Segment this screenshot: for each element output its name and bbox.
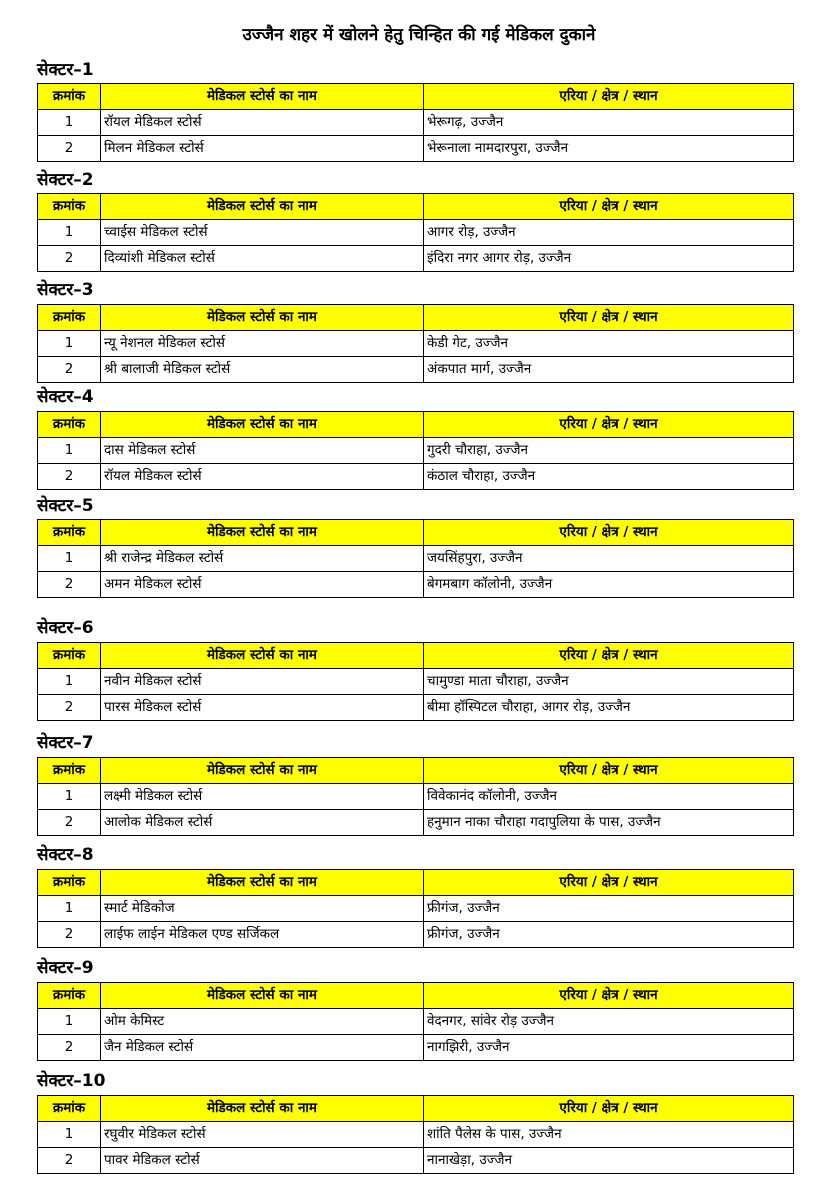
- store-name-cell: न्यू नेशनल मेडिकल स्टोर्स: [101, 331, 424, 357]
- serial-cell: 2: [38, 464, 101, 490]
- area-header: एरिया / क्षेत्र / स्थान: [424, 84, 794, 110]
- table-row: [38, 464, 794, 490]
- area-header: एरिया / क्षेत्र / स्थान: [424, 758, 794, 784]
- store-name-cell: लक्ष्मी मेडिकल स्टोर्स: [101, 784, 424, 810]
- store-name-cell: जैन मेडिकल स्टोर्स: [101, 1035, 424, 1061]
- serial-cell: 1: [38, 220, 101, 246]
- name-header: मेडिकल स्टोर्स का नाम: [101, 305, 424, 331]
- serial-header: क्रमांक: [38, 194, 101, 220]
- area-cell: गुदरी चौराहा, उज्जैन: [424, 438, 794, 464]
- serial-cell: 1: [38, 331, 101, 357]
- serial-cell: 2: [38, 357, 101, 383]
- serial-cell: 1: [38, 669, 101, 695]
- store-name-cell: नवीन मेडिकल स्टोर्स: [101, 669, 424, 695]
- store-name-cell: मिलन मेडिकल स्टोर्स: [101, 136, 424, 162]
- store-name-cell: च्वाईस मेडिकल स्टोर्स: [101, 220, 424, 246]
- area-cell: चामुण्डा माता चौराहा, उज्जैन: [424, 669, 794, 695]
- sector-table: [37, 757, 794, 836]
- sector-table: [37, 193, 794, 272]
- area-header: एरिया / क्षेत्र / स्थान: [424, 983, 794, 1009]
- sector-heading: सेक्टर–3: [37, 280, 94, 300]
- table-row: [38, 1035, 794, 1061]
- table-row: [38, 357, 794, 383]
- table-row: [38, 1148, 794, 1174]
- header-row: [38, 194, 794, 220]
- table-row: [38, 546, 794, 572]
- area-cell: इंदिरा नगर आगर रोड़, उज्जैन: [424, 246, 794, 272]
- table-row: [38, 331, 794, 357]
- sector-table: [37, 869, 794, 948]
- serial-cell: 2: [38, 1148, 101, 1174]
- serial-cell: 2: [38, 810, 101, 836]
- name-header: मेडिकल स्टोर्स का नाम: [101, 870, 424, 896]
- store-name-cell: लाईफ लाईन मेडिकल एण्ड सर्जिकल: [101, 922, 424, 948]
- table-row: [38, 246, 794, 272]
- sector-table: [37, 1095, 794, 1174]
- sector-heading: सेक्टर–10: [37, 1071, 106, 1091]
- name-header: मेडिकल स्टोर्स का नाम: [101, 194, 424, 220]
- serial-header: क्रमांक: [38, 305, 101, 331]
- sector-heading: सेक्टर–7: [37, 733, 94, 753]
- serial-cell: 2: [38, 246, 101, 272]
- store-name-cell: ओम केमिस्ट: [101, 1009, 424, 1035]
- sector-table: [37, 411, 794, 490]
- header-row: [38, 84, 794, 110]
- name-header: मेडिकल स्टोर्स का नाम: [101, 520, 424, 546]
- name-header: मेडिकल स्टोर्स का नाम: [101, 758, 424, 784]
- sector-heading: सेक्टर–9: [37, 958, 94, 978]
- store-name-cell: श्री बालाजी मेडिकल स्टोर्स: [101, 357, 424, 383]
- table-row: [38, 810, 794, 836]
- area-cell: शांति पैलेस के पास, उज्जैन: [424, 1122, 794, 1148]
- header-row: [38, 1096, 794, 1122]
- sector-table: [37, 304, 794, 383]
- header-row: [38, 305, 794, 331]
- sector-table: [37, 642, 794, 721]
- serial-cell: 1: [38, 546, 101, 572]
- serial-cell: 2: [38, 136, 101, 162]
- store-name-cell: पावर मेडिकल स्टोर्स: [101, 1148, 424, 1174]
- sector-table: [37, 982, 794, 1061]
- area-cell: बेगमबाग कॉलोनी, उज्जैन: [424, 572, 794, 598]
- sector-heading: सेक्टर–1: [37, 60, 94, 80]
- serial-cell: 2: [38, 572, 101, 598]
- area-header: एरिया / क्षेत्र / स्थान: [424, 520, 794, 546]
- name-header: मेडिकल स्टोर्स का नाम: [101, 983, 424, 1009]
- area-cell: फ्रीगंज, उज्जैन: [424, 922, 794, 948]
- area-cell: भेरूगढ़, उज्जैन: [424, 110, 794, 136]
- sector-heading: सेक्टर–8: [37, 845, 94, 865]
- serial-header: क्रमांक: [38, 758, 101, 784]
- area-cell: वेदनगर, सांवेर रोड़ उज्जैन: [424, 1009, 794, 1035]
- header-row: [38, 983, 794, 1009]
- table-row: [38, 220, 794, 246]
- table-row: [38, 922, 794, 948]
- area-header: एरिया / क्षेत्र / स्थान: [424, 305, 794, 331]
- serial-header: क्रमांक: [38, 643, 101, 669]
- serial-cell: 1: [38, 110, 101, 136]
- sector-table: [37, 519, 794, 598]
- serial-header: क्रमांक: [38, 412, 101, 438]
- table-row: [38, 784, 794, 810]
- store-name-cell: रॉयल मेडिकल स्टोर्स: [101, 464, 424, 490]
- store-name-cell: श्री राजेन्द्र मेडिकल स्टोर्स: [101, 546, 424, 572]
- header-row: [38, 520, 794, 546]
- store-name-cell: दिव्यांशी मेडिकल स्टोर्स: [101, 246, 424, 272]
- serial-cell: 1: [38, 784, 101, 810]
- area-cell: भेरूनाला नामदारपुरा, उज्जैन: [424, 136, 794, 162]
- table-row: [38, 438, 794, 464]
- area-header: एरिया / क्षेत्र / स्थान: [424, 870, 794, 896]
- sector-heading: सेक्टर–2: [37, 170, 94, 190]
- serial-header: क्रमांक: [38, 84, 101, 110]
- header-row: [38, 643, 794, 669]
- store-name-cell: आलोक मेडिकल स्टोर्स: [101, 810, 424, 836]
- serial-header: क्रमांक: [38, 870, 101, 896]
- store-name-cell: दास मेडिकल स्टोर्स: [101, 438, 424, 464]
- store-name-cell: अमन मेडिकल स्टोर्स: [101, 572, 424, 598]
- serial-cell: 2: [38, 1035, 101, 1061]
- area-cell: बीमा हॉस्पिटल चौराहा, आगर रोड़, उज्जैन: [424, 695, 794, 721]
- header-row: [38, 412, 794, 438]
- area-cell: अंकपात मार्ग, उज्जैन: [424, 357, 794, 383]
- serial-cell: 1: [38, 1009, 101, 1035]
- sector-heading: सेक्टर–4: [37, 387, 94, 407]
- area-header: एरिया / क्षेत्र / स्थान: [424, 643, 794, 669]
- table-row: [38, 1009, 794, 1035]
- area-cell: आगर रोड़, उज्जैन: [424, 220, 794, 246]
- serial-cell: 2: [38, 922, 101, 948]
- area-cell: कंठाल चौराहा, उज्जैन: [424, 464, 794, 490]
- area-cell: जयसिंहपुरा, उज्जैन: [424, 546, 794, 572]
- store-name-cell: रघुवीर मेडिकल स्टोर्स: [101, 1122, 424, 1148]
- document-title: उज्जैन शहर में खोलने हेतु चिन्हित की गई मेडिकल दुकाने: [242, 25, 596, 45]
- table-row: [38, 136, 794, 162]
- table-row: [38, 572, 794, 598]
- header-row: [38, 870, 794, 896]
- area-cell: हनुमान नाका चौराहा गदापुलिया के पास, उज्जैन: [424, 810, 794, 836]
- table-row: [38, 695, 794, 721]
- area-header: एरिया / क्षेत्र / स्थान: [424, 194, 794, 220]
- table-row: [38, 896, 794, 922]
- name-header: मेडिकल स्टोर्स का नाम: [101, 1096, 424, 1122]
- serial-cell: 1: [38, 1122, 101, 1148]
- name-header: मेडिकल स्टोर्स का नाम: [101, 643, 424, 669]
- area-cell: नागझिरी, उज्जैन: [424, 1035, 794, 1061]
- sector-heading: सेक्टर–6: [37, 618, 94, 638]
- header-row: [38, 758, 794, 784]
- serial-cell: 2: [38, 695, 101, 721]
- store-name-cell: रॉयल मेडिकल स्टोर्स: [101, 110, 424, 136]
- table-row: [38, 669, 794, 695]
- name-header: मेडिकल स्टोर्स का नाम: [101, 84, 424, 110]
- area-cell: विवेकानंद कॉलोनी, उज्जैन: [424, 784, 794, 810]
- store-name-cell: पारस मेडिकल स्टोर्स: [101, 695, 424, 721]
- area-header: एरिया / क्षेत्र / स्थान: [424, 412, 794, 438]
- area-cell: फ्रीगंज, उज्जैन: [424, 896, 794, 922]
- store-name-cell: स्मार्ट मेडिकोज: [101, 896, 424, 922]
- area-cell: केडी गेट, उज्जैन: [424, 331, 794, 357]
- sector-heading: सेक्टर–5: [37, 496, 94, 516]
- sector-table: [37, 83, 794, 162]
- serial-cell: 1: [38, 438, 101, 464]
- serial-header: क्रमांक: [38, 983, 101, 1009]
- serial-header: क्रमांक: [38, 1096, 101, 1122]
- name-header: मेडिकल स्टोर्स का नाम: [101, 412, 424, 438]
- serial-cell: 1: [38, 896, 101, 922]
- serial-header: क्रमांक: [38, 520, 101, 546]
- table-row: [38, 110, 794, 136]
- area-header: एरिया / क्षेत्र / स्थान: [424, 1096, 794, 1122]
- area-cell: नानाखेड़ा, उज्जैन: [424, 1148, 794, 1174]
- table-row: [38, 1122, 794, 1148]
